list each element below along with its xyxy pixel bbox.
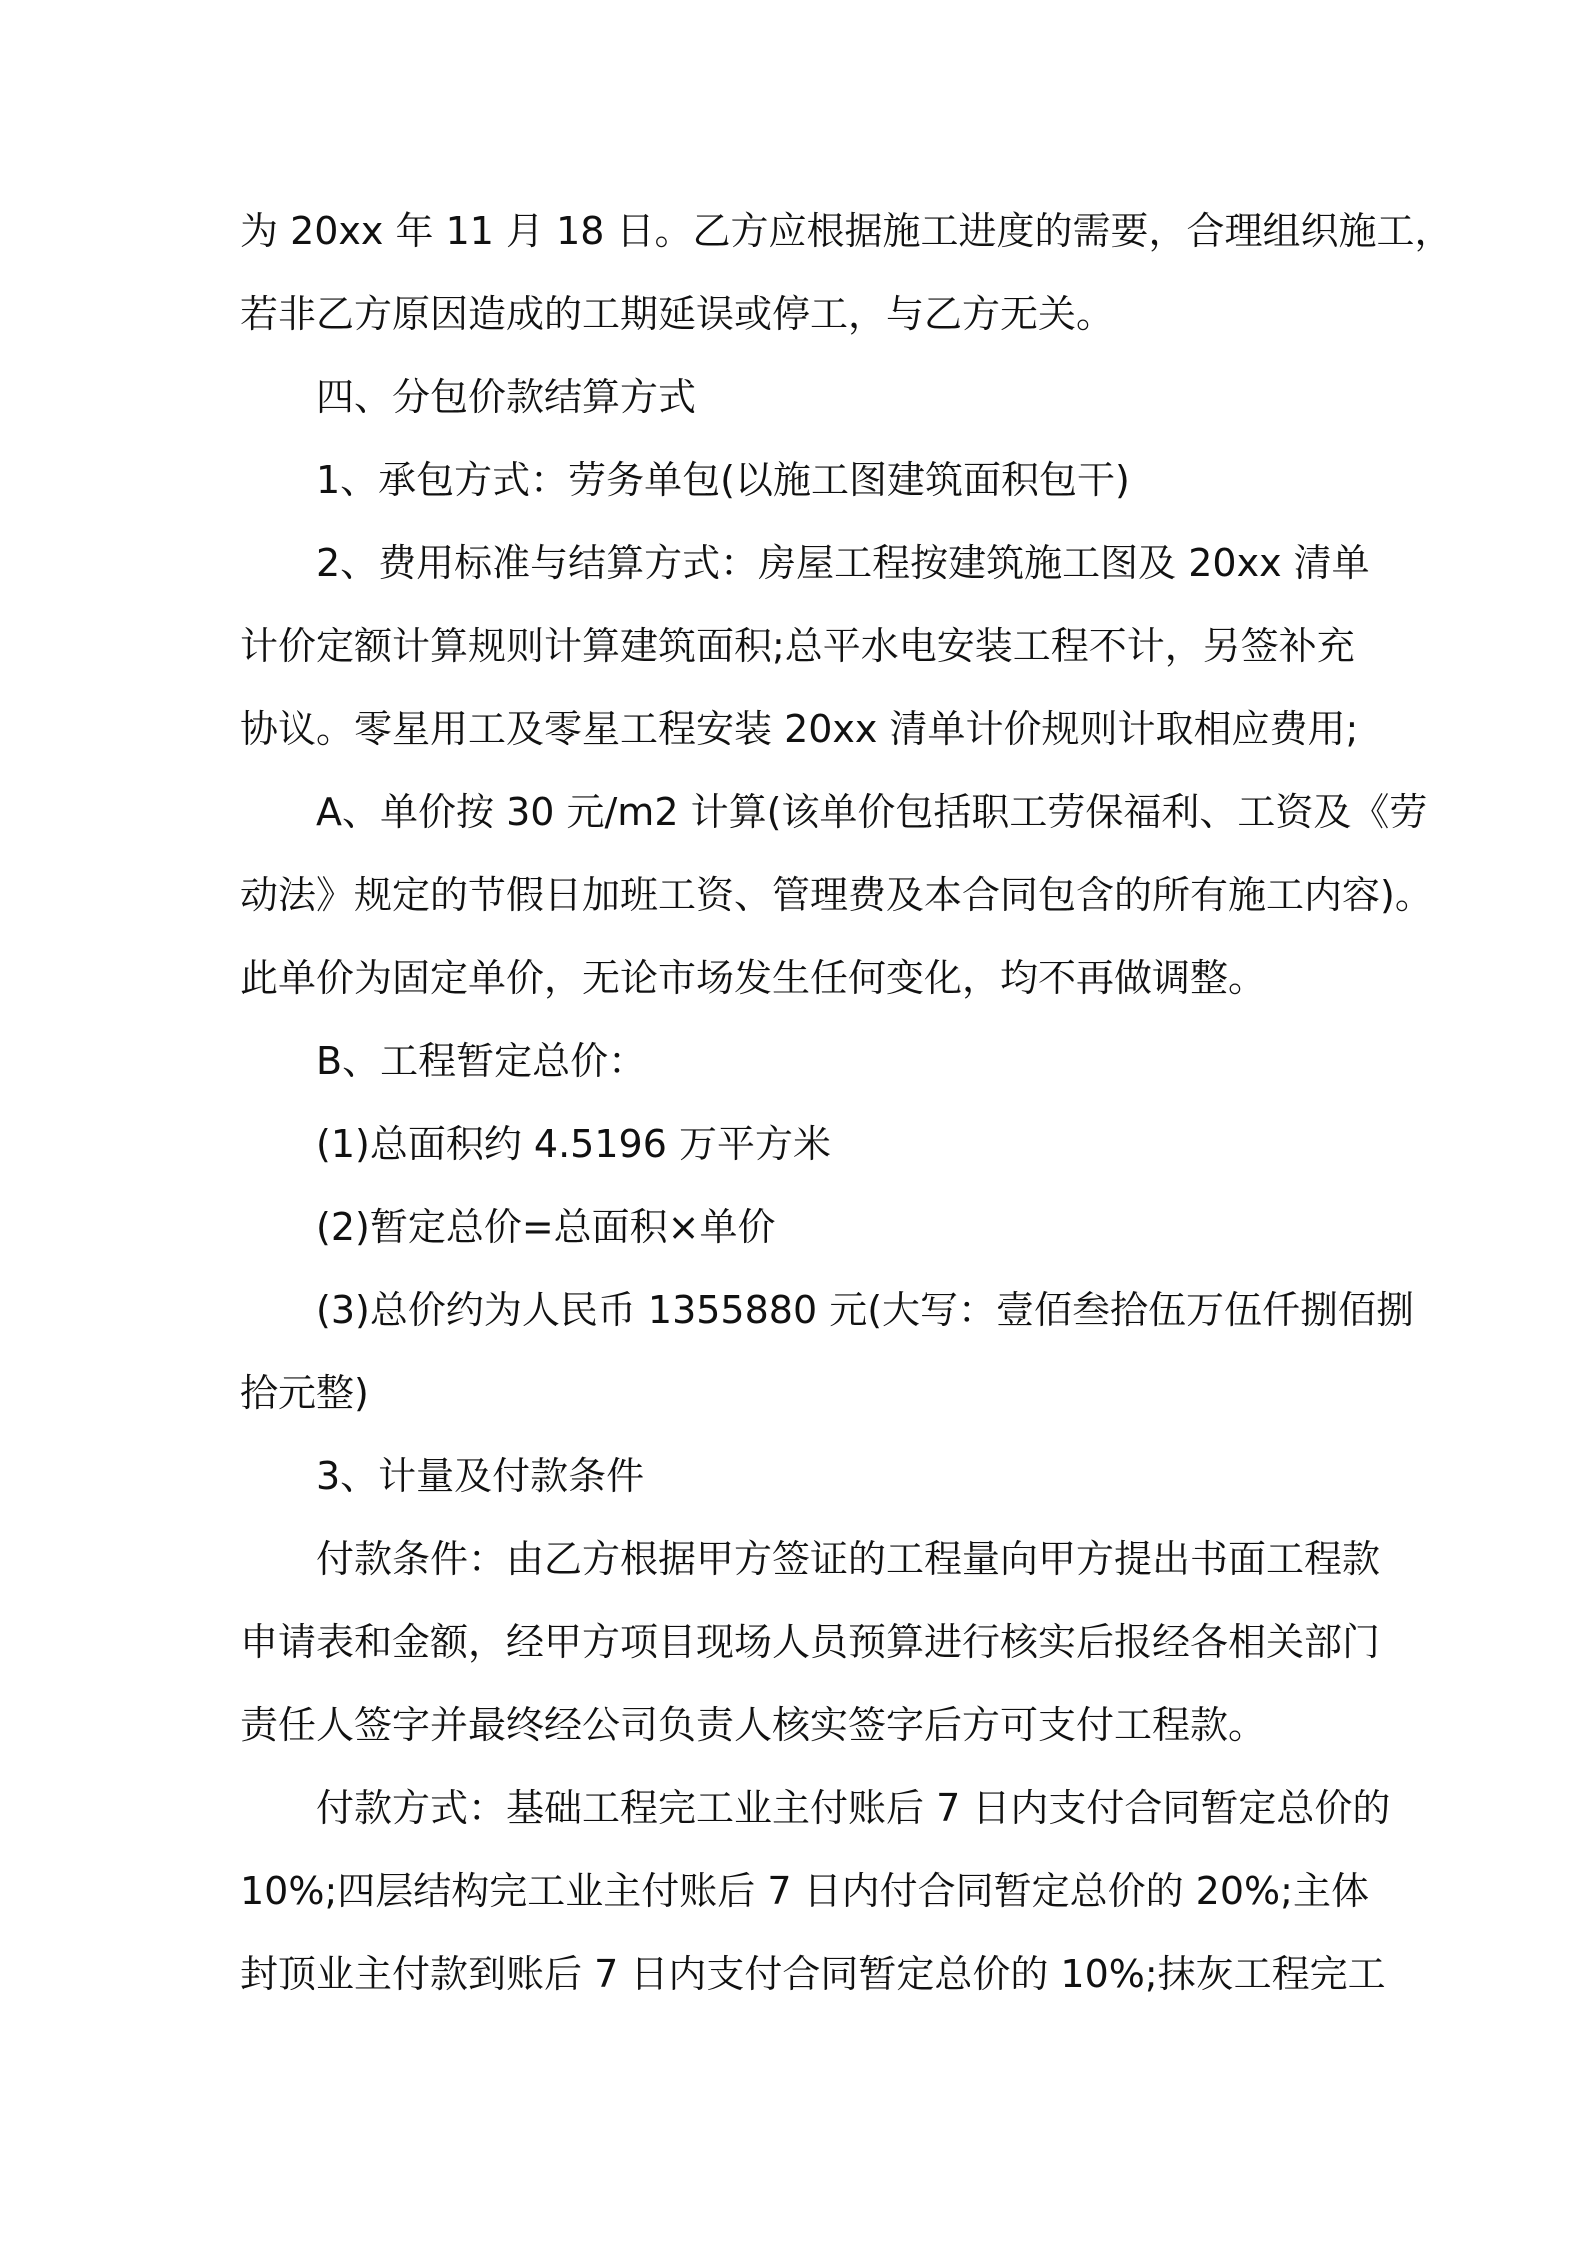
text-line: 若非乙方原因造成的工期延误或停工，与乙方无关。	[240, 292, 1115, 336]
text-line: 为 20xx 年 11 月 18 日。乙方应根据施工进度的需要，合理组织施工，	[240, 209, 1453, 253]
text-line: A、单价按 30 元/m2 计算(该单价包括职工劳保福利、工资及《劳	[316, 790, 1428, 834]
section-heading: 四、分包价款结算方式	[316, 375, 697, 419]
text-line: 付款方式：基础工程完工业主付账后 7 日内支付合同暂定总价的	[316, 1786, 1391, 1830]
text-line: 3、计量及付款条件	[316, 1454, 645, 1498]
text-line: (1)总面积约 4.5196 万平方米	[316, 1122, 831, 1166]
text-line: 1、承包方式：劳务单包(以施工图建筑面积包干)	[316, 458, 1130, 502]
text-line: (3)总价约为人民币 1355880 元(大写：壹佰叁拾伍万伍仟捌佰捌	[316, 1288, 1415, 1332]
text-line: 申请表和金额，经甲方项目现场人员预算进行核实后报经各相关部门	[240, 1620, 1381, 1664]
text-line: 10%;四层结构完工业主付账后 7 日内付合同暂定总价的 20%;主体	[240, 1869, 1369, 1913]
text-line: 拾元整)	[240, 1371, 369, 1415]
text-line: 此单价为固定单价，无论市场发生任何变化，均不再做调整。	[240, 956, 1267, 1000]
text-line: B、工程暂定总价：	[316, 1039, 647, 1083]
text-line: 封顶业主付款到账后 7 日内支付合同暂定总价的 10%;抹灰工程完工	[240, 1952, 1386, 1996]
text-line: 计价定额计算规则计算建筑面积;总平水电安装工程不计，另签补充	[240, 624, 1355, 668]
text-line: 责任人签字并最终经公司负责人核实签字后方可支付工程款。	[240, 1703, 1267, 1747]
document-body	[240, 190, 1453, 2016]
text-line: 协议。零星用工及零星工程安装 20xx 清单计价规则计取相应费用;	[240, 707, 1359, 751]
text-line: 动法》规定的节假日加班工资、管理费及本合同包含的所有施工内容)。	[240, 873, 1433, 917]
text-line: (2)暂定总价=总面积×单价	[316, 1205, 776, 1249]
text-line: 2、费用标准与结算方式：房屋工程按建筑施工图及 20xx 清单	[316, 541, 1370, 585]
text-line: 付款条件：由乙方根据甲方签证的工程量向甲方提出书面工程款	[316, 1537, 1381, 1581]
